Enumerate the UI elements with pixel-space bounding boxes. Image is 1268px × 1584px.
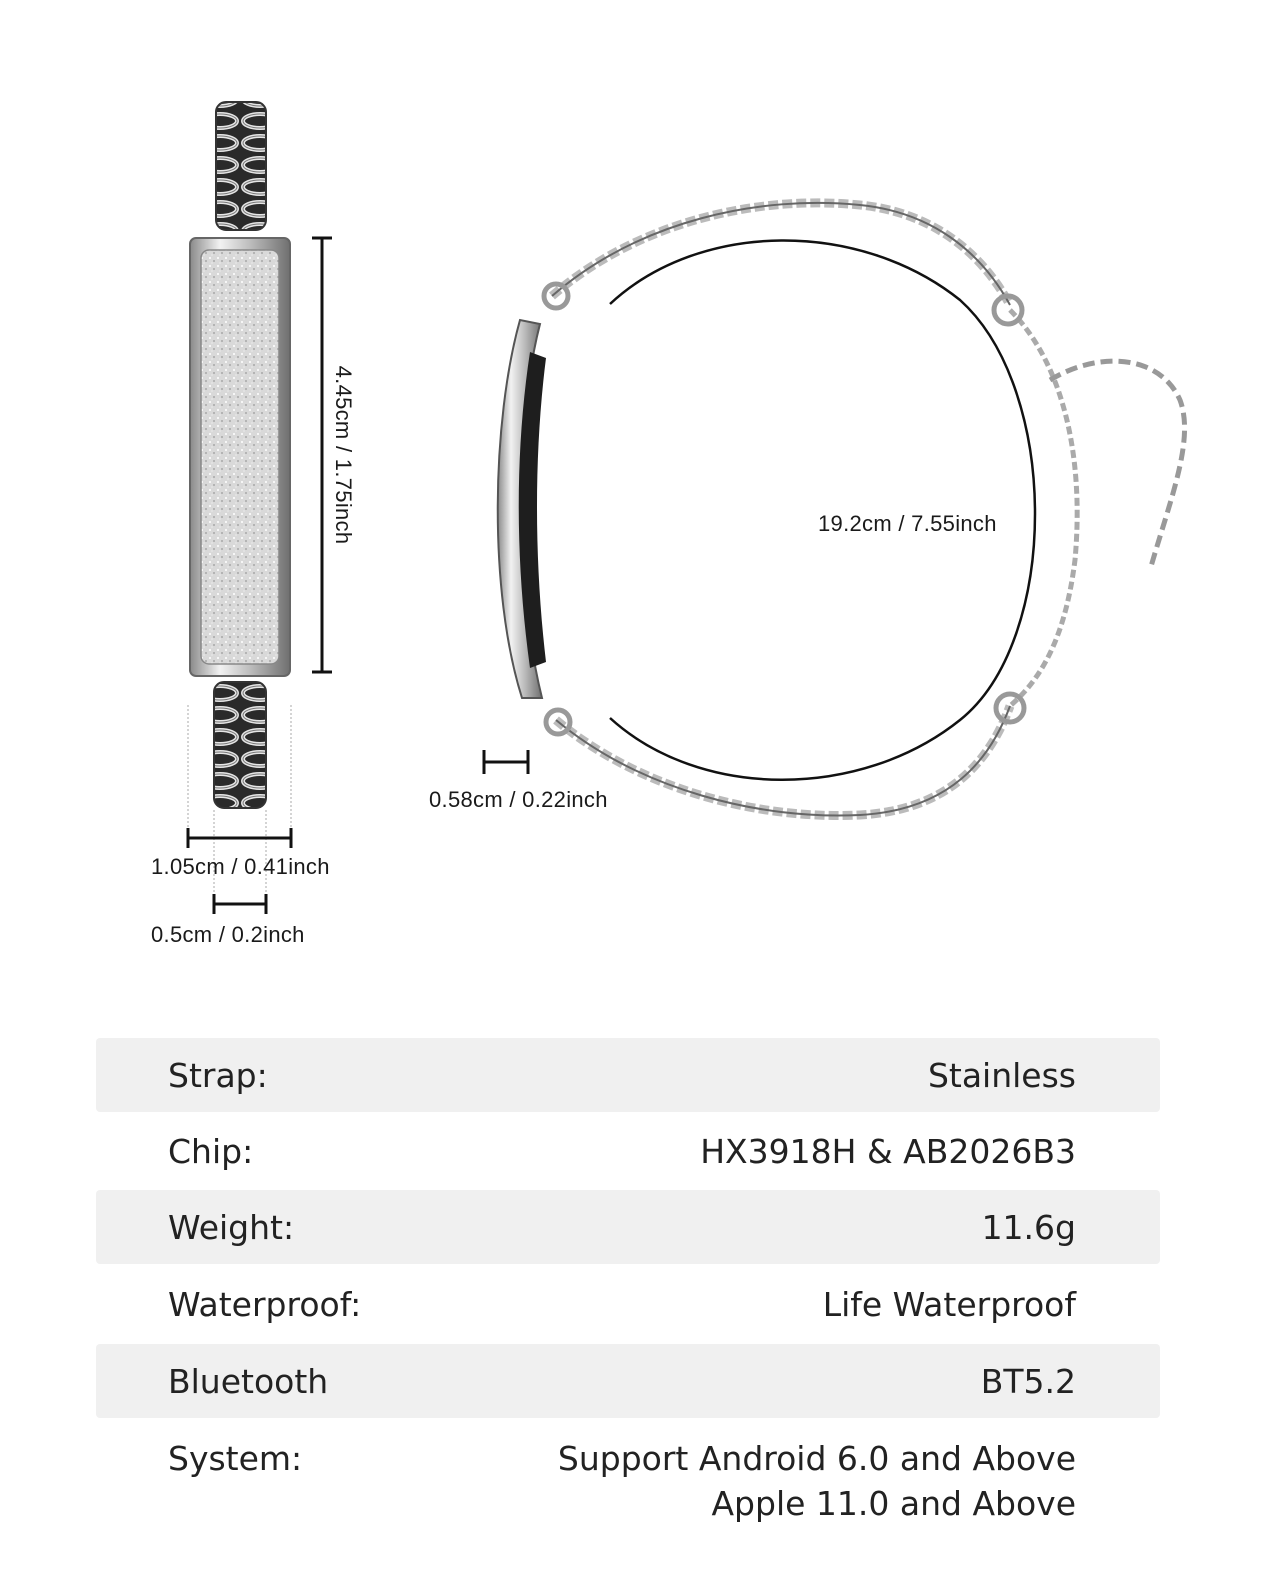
band-width-label: 1.05cm / 0.41inch xyxy=(151,854,330,879)
chain-bottom xyxy=(214,682,266,808)
band-length-label: 4.45cm / 1.75inch xyxy=(331,365,356,545)
spec-value-line: Apple 11.0 and Above xyxy=(711,1484,1076,1523)
length-dimension-line xyxy=(312,238,332,672)
spec-row-system xyxy=(96,1418,1160,1528)
tracker-thickness-label: 0.58cm / 0.22inch xyxy=(429,787,608,812)
spec-row-chip xyxy=(96,1112,1160,1190)
width-dimension-line xyxy=(188,828,291,848)
spec-label: System: xyxy=(168,1439,303,1478)
chain-width-label: 0.5cm / 0.2inch xyxy=(151,922,305,947)
spec-row-waterproof xyxy=(96,1264,1160,1344)
spec-row-bluetooth xyxy=(96,1344,1160,1418)
extension-chain xyxy=(1050,361,1185,570)
spec-label: Strap: xyxy=(168,1055,268,1095)
side-view xyxy=(498,203,1185,816)
spec-table xyxy=(96,1038,1160,1528)
spec-label: Weight: xyxy=(168,1207,295,1247)
chain-top xyxy=(216,102,266,230)
chain-width-dimension-line xyxy=(214,894,266,914)
spec-row-weight xyxy=(96,1190,1160,1264)
spec-label: Waterproof: xyxy=(168,1284,362,1324)
spec-label: Chip: xyxy=(168,1131,254,1171)
chain-loop-lower xyxy=(556,706,1010,816)
spec-value: 11.6g xyxy=(981,1207,1076,1247)
spec-value: Life Waterproof xyxy=(822,1284,1076,1324)
spec-value: HX3918H & AB2026B3 xyxy=(700,1131,1076,1171)
spec-value-line: Support Android 6.0 and Above xyxy=(557,1439,1076,1478)
spec-label: Bluetooth xyxy=(168,1361,329,1401)
tracker-glitter-face xyxy=(201,250,279,664)
front-view xyxy=(188,102,291,900)
chain-loop-upper xyxy=(552,203,1010,305)
chain-loop-upper-edge xyxy=(552,203,1010,305)
spec-row-strap xyxy=(96,1038,1160,1112)
spec-value: BT5.2 xyxy=(980,1361,1076,1401)
band-circumference-label: 19.2cm / 7.55inch xyxy=(818,511,997,536)
spec-value xyxy=(558,1436,1076,1526)
spec-value: Stainless xyxy=(927,1055,1076,1095)
thickness-dimension-line xyxy=(484,750,528,774)
